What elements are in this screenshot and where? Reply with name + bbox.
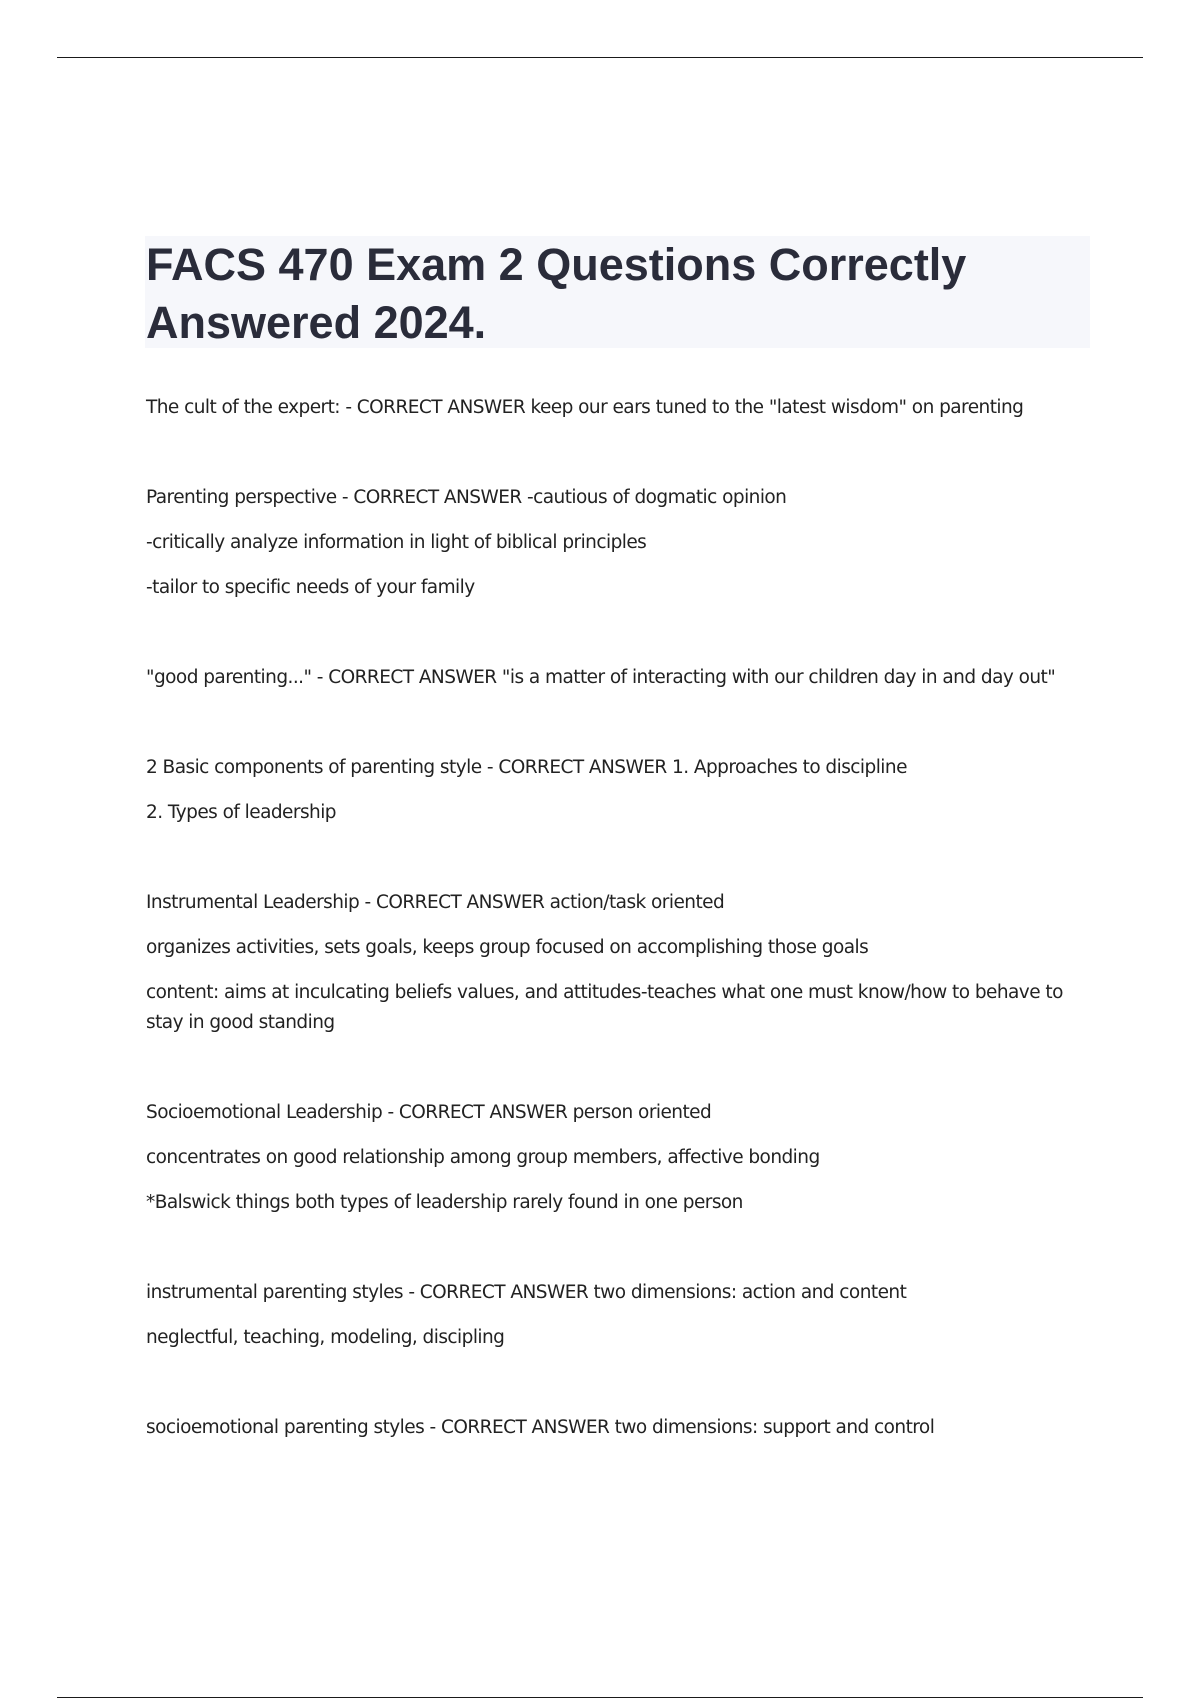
qa-line: Socioemotional Leadership - CORRECT ANSWER person oriented bbox=[146, 1102, 712, 1123]
qa-line: "good parenting..." - CORRECT ANSWER "is a matter of interacting with our children day in and day out" bbox=[146, 667, 1056, 688]
document-title: FACS 470 Exam 2 Questions Correctly Answered 2024. bbox=[146, 239, 967, 348]
qa-line: -critically analyze information in light of biblical principles bbox=[146, 532, 647, 553]
qa-line: neglectful, teaching, modeling, discipling bbox=[146, 1327, 505, 1348]
qa-line: -tailor to specific needs of your family bbox=[146, 577, 475, 598]
qa-line: Parenting perspective - CORRECT ANSWER -cautious of dogmatic opinion bbox=[146, 487, 787, 508]
qa-line: 2. Types of leadership bbox=[146, 802, 336, 823]
qa-item-4 bbox=[146, 753, 1096, 828]
qa-line: The cult of the expert: - CORRECT ANSWER keep our ears tuned to the "latest wisdom" on parenting bbox=[146, 397, 1024, 418]
qa-line: concentrates on good relationship among group members, affective bonding bbox=[146, 1147, 820, 1168]
qa-line: content: aims at inculcating beliefs values, and attitudes-teaches what one must know/how to behave to stay in good standing bbox=[146, 982, 1063, 1033]
qa-list bbox=[146, 393, 1096, 1443]
qa-line: Instrumental Leadership - CORRECT ANSWER action/task oriented bbox=[146, 892, 725, 913]
qa-item-5 bbox=[146, 888, 1096, 1038]
qa-item-8 bbox=[146, 1413, 1096, 1443]
qa-item-3 bbox=[146, 663, 1096, 693]
qa-line: instrumental parenting styles - CORRECT ANSWER two dimensions: action and content bbox=[146, 1282, 907, 1303]
qa-line: *Balswick things both types of leadership rarely found in one person bbox=[146, 1192, 743, 1213]
qa-line: socioemotional parenting styles - CORRECT ANSWER two dimensions: support and control bbox=[146, 1417, 935, 1438]
qa-line: 2 Basic components of parenting style - CORRECT ANSWER 1. Approaches to discipline bbox=[146, 757, 907, 778]
top-rule bbox=[57, 57, 1143, 58]
qa-item-1 bbox=[146, 393, 1096, 423]
qa-item-7 bbox=[146, 1278, 1096, 1353]
bottom-rule bbox=[57, 1697, 1143, 1698]
qa-line: organizes activities, sets goals, keeps group focused on accomplishing those goals bbox=[146, 937, 869, 958]
qa-item-6 bbox=[146, 1098, 1096, 1218]
qa-item-2 bbox=[146, 483, 1096, 603]
